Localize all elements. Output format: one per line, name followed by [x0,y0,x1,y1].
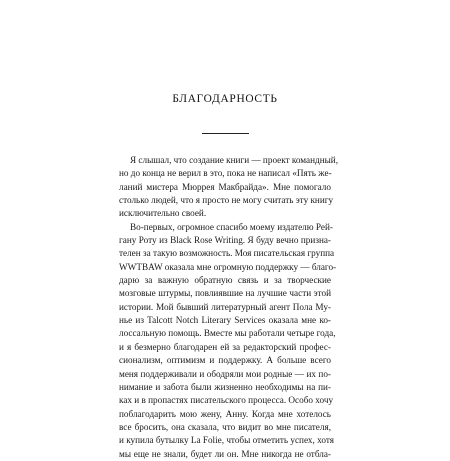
text-line: Во-первых, огромное спасибо моему издателю Рей- [130,221,333,232]
title-divider [202,133,249,134]
text-line: мозговые штурмы, повлиявшие на лучшие части этой [119,288,331,299]
text-line: истории. Мой бывший литературный агент Пола Му- [119,301,331,312]
text-line: но до конца не верил в это, пока не написал «Пять же- [119,168,332,179]
text-line: сионализм, оптимизм и поддержку. А больше всего [119,355,331,366]
text-line: и я безмерно благодарен ей за редакторский профес- [119,341,331,352]
text-line: WWTBAW оказала мне огромную поддержку — благо- [119,261,337,272]
text-line: телен за такую возможность. Моя писательская группа [119,248,335,259]
text-line: меня поддерживали и ободряли мои родные — их по- [119,368,331,379]
page-title: БЛАГОДАРНОСТЬ [172,93,278,105]
text-line: все бросить, она сказала, что видит во мне писателя, [119,421,331,432]
text-line: нимание и забота были жизненно необходимы на пи- [119,381,331,392]
text-line: дарю за важную обратную связь и за творческие [119,275,331,286]
text-line: и купила бутылку La Folie, чтобы отметить успех, хотя [119,435,334,446]
text-line: Я слышал, что создание книги — проект командный, [130,155,339,165]
text-line: гану Роту из Black Rose Writing. Я буду вечно призна- [119,235,331,246]
text-line: ках и в пропастях писательского процесса. Особо хочу [119,395,334,406]
text-line: лоссальную помощь. Вместе мы работали четыре года, [119,328,336,339]
text-line: мы еще не знали, будет ли он. Мне никогда не отбла- [119,448,331,459]
text-line: ланий мистера Мюррея Макбрайда». Мне помогало [119,181,331,192]
text-line: поблагодарить мою жену, Анну. Когда мне хотелось [119,408,331,419]
text-line: нье из Talcott Notch Literary Services оказала мне ко- [119,315,331,326]
text-line: исключительно своей. [119,208,207,219]
text-line: столько людей, что я просто не могу считать эту книгу [119,195,334,206]
acknowledgements-text [119,154,339,461]
